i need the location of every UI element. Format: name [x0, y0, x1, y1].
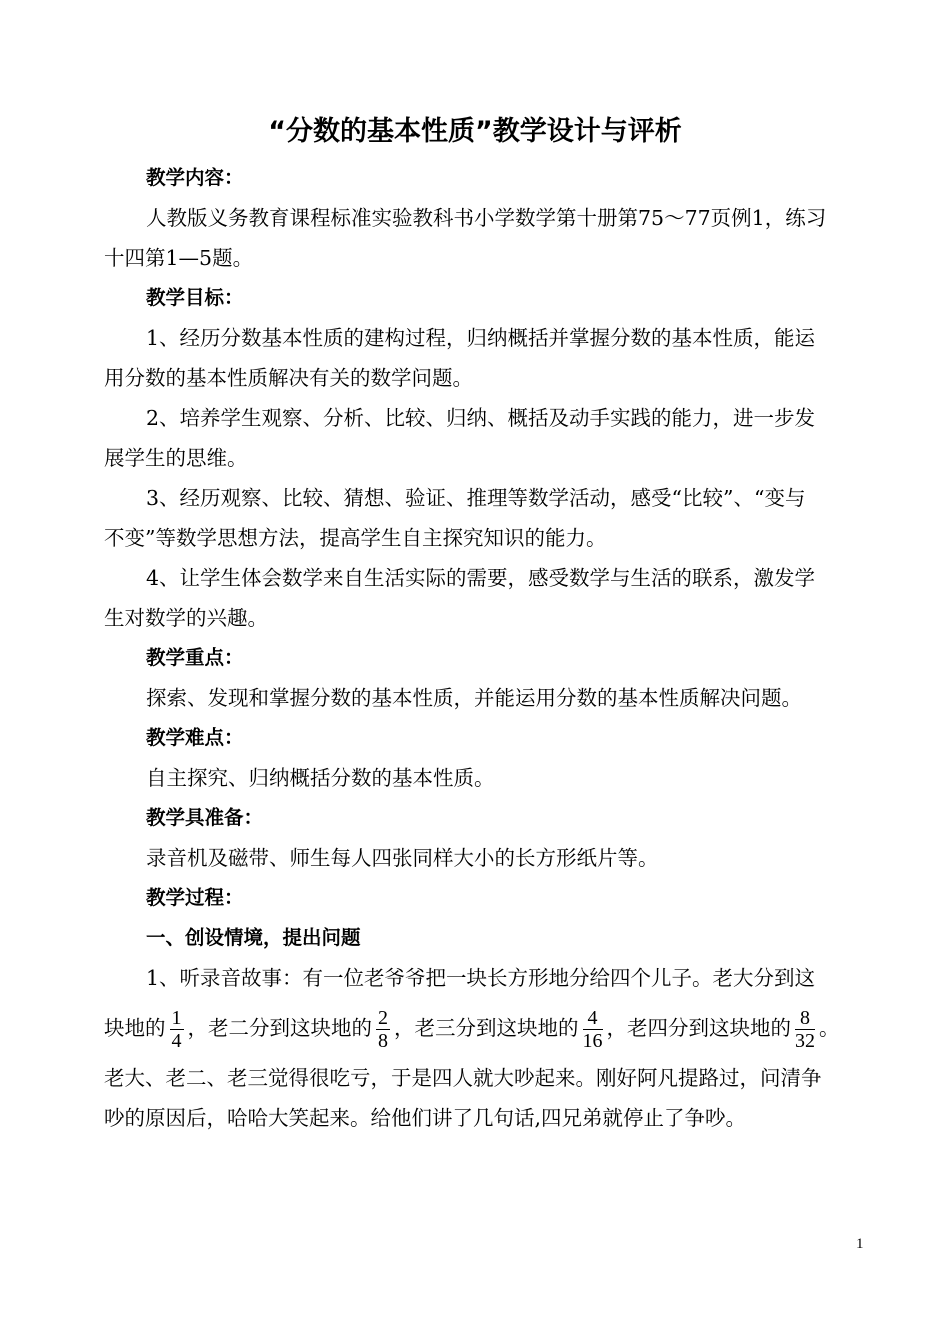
paragraph-line: 1、听录音故事：有一位老爷爷把一块长方形地分给四个儿子。老大分到这 [146, 966, 816, 990]
fraction-numerator: 2 [378, 1007, 388, 1029]
section-heading-content: 教学内容： [146, 166, 244, 189]
paragraph-line: 吵的原因后，哈哈大笑起来。给他们讲了几句话,四兄弟就停止了争吵。 [104, 1106, 747, 1130]
text-segment: ，老三分到这块地的 [394, 1016, 579, 1040]
section-heading-difficulty: 教学难点： [146, 726, 244, 749]
paragraph-line: 用分数的基本性质解决有关的数学问题。 [104, 366, 473, 390]
paragraph-line: 1、经历分数基本性质的建构过程，归纳概括并掌握分数的基本性质，能运 [146, 326, 816, 350]
section-heading-key: 教学重点： [146, 646, 244, 669]
fraction [795, 1007, 815, 1052]
section-heading-process: 教学过程： [146, 886, 244, 909]
fraction-denominator: 32 [795, 1030, 815, 1052]
paragraph-line: 展学生的思维。 [104, 446, 248, 470]
text-segment: ，老二分到这块地的 [187, 1016, 372, 1040]
fraction-denominator: 4 [171, 1030, 182, 1052]
step-heading: 一、创设情境，提出问题 [146, 926, 361, 949]
fraction-numerator: 1 [171, 1007, 182, 1029]
paragraph-line: 录音机及磁带、师生每人四张同样大小的长方形纸片等。 [146, 846, 659, 870]
paragraph-line: 老大、老二、老三觉得很吃亏，于是四人就大吵起来。刚好阿凡提路过，问清争 [104, 1066, 822, 1090]
paragraph-line: 人教版义务教育课程标准实验教科书小学数学第十册第75～77页例1，练习 [146, 206, 827, 230]
fraction-numerator: 8 [795, 1007, 815, 1030]
paragraph-line: 4、让学生体会数学来自生活实际的需要，感受数学与生活的联系，激发学 [146, 566, 816, 590]
fraction [170, 1007, 184, 1052]
paragraph-line: 3、经历观察、比较、猜想、验证、推理等数学活动，感受“比较”、“变与 [146, 486, 806, 510]
fraction-denominator: 16 [582, 1030, 603, 1052]
fraction-numerator: 4 [583, 1007, 603, 1030]
page-number: 1 [856, 1236, 864, 1252]
paragraph-line: 探索、发现和掌握分数的基本性质，并能运用分数的基本性质解决问题。 [146, 686, 802, 710]
section-heading-goals: 教学目标： [146, 286, 244, 309]
paragraph-line: 不变”等数学思想方法，提高学生自主探究知识的能力。 [104, 526, 607, 550]
fraction-denominator: 8 [378, 1030, 388, 1052]
text-segment: 块地的 [104, 1016, 166, 1040]
paragraph-line: 生对数学的兴趣。 [104, 606, 268, 630]
paragraph-line: 自主探究、归纳概括分数的基本性质。 [146, 766, 495, 790]
text-segment: 。 [819, 1016, 840, 1040]
text-segment: ，老四分到这块地的 [606, 1016, 791, 1040]
section-heading-preparation: 教学具准备： [146, 806, 264, 829]
paragraph-line: 十四第1—5题。 [104, 246, 254, 270]
document-title: “分数的基本性质”教学设计与评析 [268, 116, 682, 147]
fraction [376, 1007, 390, 1052]
fraction [583, 1007, 603, 1052]
fraction-line [104, 1003, 874, 1053]
paragraph-line: 2、培养学生观察、分析、比较、归纳、概括及动手实践的能力，进一步发 [146, 406, 816, 430]
